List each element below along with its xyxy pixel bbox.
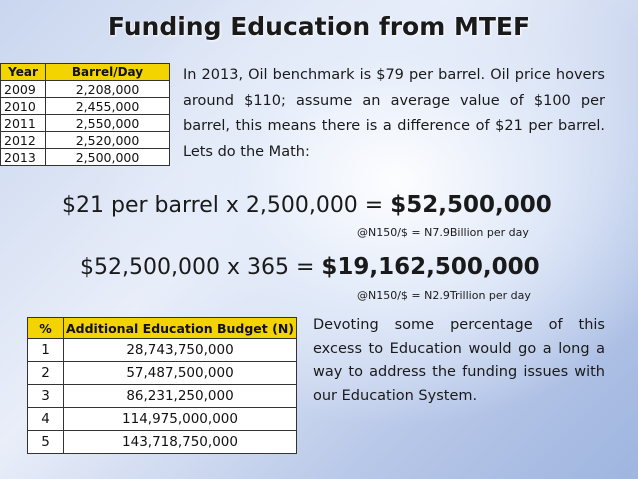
year-cell: 2010: [1, 98, 46, 115]
column-header-year: Year: [1, 64, 46, 81]
table-row: [1, 132, 170, 149]
year-cell: 2009: [1, 81, 46, 98]
budget-cell: 86,231,250,000: [63, 385, 296, 408]
table-row: [28, 362, 297, 385]
yearly-naira-note: @N150/$ = N2.9Trillion per day: [357, 289, 531, 302]
percent-cell: 4: [28, 408, 64, 431]
table-row: [1, 98, 170, 115]
table-row: [1, 149, 170, 166]
year-cell: 2011: [1, 115, 46, 132]
column-header-budget: Additional Education Budget (N): [63, 318, 296, 339]
intro-paragraph: In 2013, Oil benchmark is $79 per barrel. Oil price hovers around $110; assume an average value of $100 per barrel, this means there is a difference of $21 per barrel. Lets do the Math:: [183, 67, 605, 160]
barrels-per-day-table: [0, 63, 170, 166]
daily-calculation: [62, 192, 552, 218]
budget-cell: 143,718,750,000: [63, 431, 296, 454]
column-header-percent: %: [28, 318, 64, 339]
barrels-cell: 2,208,000: [46, 81, 170, 98]
budget-cell: 114,975,000,000: [63, 408, 296, 431]
budget-cell: 28,743,750,000: [63, 339, 296, 362]
barrels-cell: 2,500,000: [46, 149, 170, 166]
percent-cell: 2: [28, 362, 64, 385]
yearly-result: $19,162,500,000: [321, 254, 540, 280]
table-row: [1, 115, 170, 132]
table-row: [28, 408, 297, 431]
table-row: [28, 431, 297, 454]
table-row: [28, 385, 297, 408]
column-header-barrel-day: Barrel/Day: [46, 64, 170, 81]
barrels-cell: 2,520,000: [46, 132, 170, 149]
year-cell: 2013: [1, 149, 46, 166]
table-header-row: [1, 64, 170, 81]
daily-naira-note: @N150/$ = N7.9Billion per day: [357, 226, 529, 239]
percent-cell: 3: [28, 385, 64, 408]
education-budget-table: [27, 317, 297, 454]
year-cell: 2012: [1, 132, 46, 149]
conclusion-paragraph: Devoting some percentage of this excess to Education would go a long a way to address the funding issues with our Education System.: [313, 317, 605, 404]
table-header-row: [28, 318, 297, 339]
daily-expression: $21 per barrel x 2,500,000 =: [62, 193, 391, 218]
slide-title: Funding Education from MTEF: [107, 12, 531, 41]
yearly-expression: $52,500,000 x 365 =: [80, 255, 322, 280]
yearly-calculation: [80, 254, 540, 280]
barrels-cell: 2,455,000: [46, 98, 170, 115]
daily-result: $52,500,000: [390, 192, 552, 218]
barrels-cell: 2,550,000: [46, 115, 170, 132]
budget-cell: 57,487,500,000: [63, 362, 296, 385]
percent-cell: 1: [28, 339, 64, 362]
percent-cell: 5: [28, 431, 64, 454]
table-row: [1, 81, 170, 98]
table-row: [28, 339, 297, 362]
